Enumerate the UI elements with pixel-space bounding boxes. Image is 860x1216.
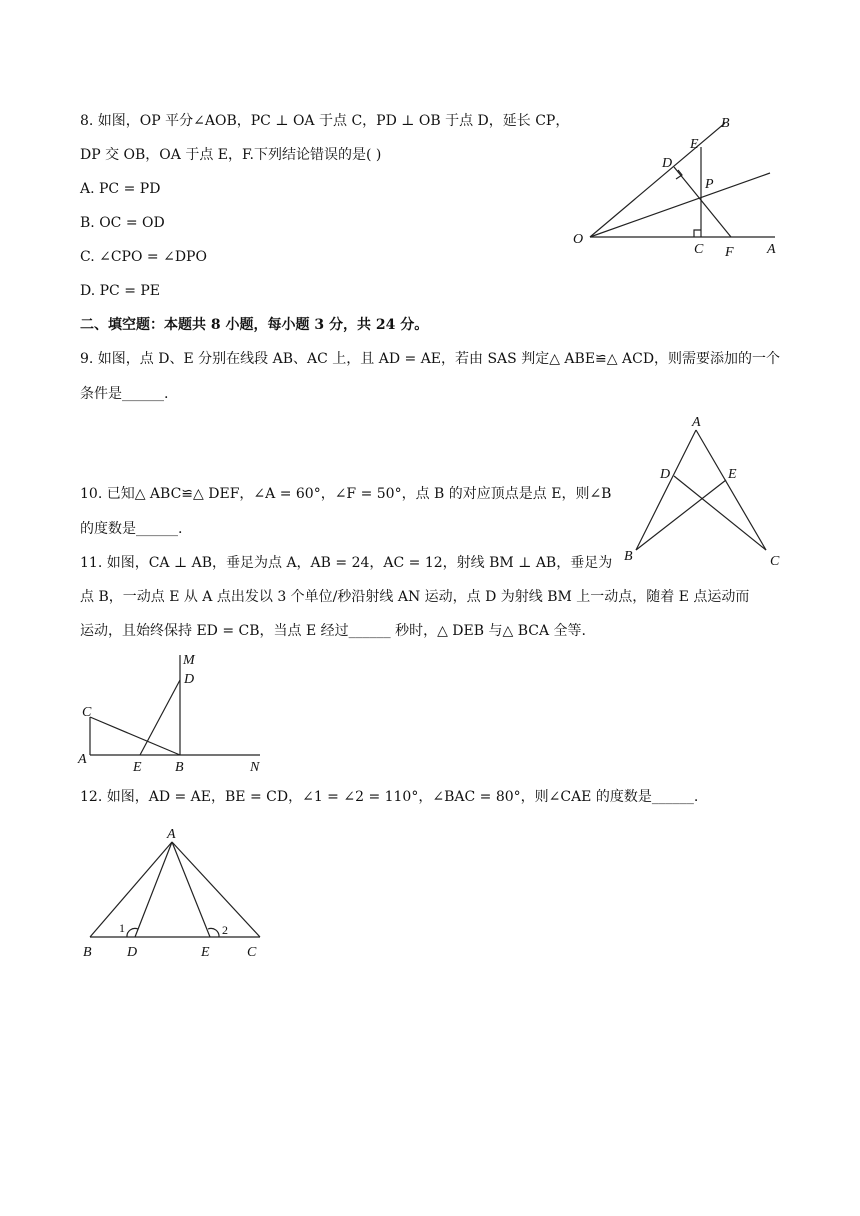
q9-label-d: D [660,467,671,482]
q12-label-e: E [201,945,210,960]
q12-label-b: B [83,945,92,960]
q11-label-m: M [183,653,195,668]
q11-label-d: D [184,672,195,687]
q11-label-a: A [78,752,87,767]
q12-label-a: A [167,827,176,842]
q12-angle-2-label: 2 [222,923,228,937]
q9-label-e: E [728,467,737,482]
q8-option-c: C. ∠CPO = ∠DPO [80,249,207,265]
q9-label-a: A [692,415,701,430]
q12-label-d: D [127,945,138,960]
q12-label-c: C [247,945,257,960]
q9-line2: 条件是______. [80,386,169,402]
q11-line2: 点 B，一动点 E 从 A 点出发以 3 个单位/秒沿射线 AN 运动，点 D 为射线 BM 上一动点，随着 E 点运动而 [80,589,750,605]
q11-line1: 11. 如图，CA ⊥ AB，垂足为点 A，AB = 24，AC = 12，射线 BM ⊥ AB，垂足为 [80,555,613,571]
q12-figure [75,822,275,962]
q11-figure [75,650,275,775]
q10-line2: 的度数是______. [80,521,183,537]
q8-figure [565,105,805,265]
q8-label-b: B [721,116,730,131]
section-heading: 二、填空题：本题共 8 小题，每小题 3 分，共 24 分。 [80,317,429,333]
q9-label-c: C [770,554,780,569]
q9-line1: 9. 如图，点 D、E 分别在线段 AB、AC 上，且 AD = AE，若由 SAS 判定△ ABE≌△ ACD，则需要添加的一个 [80,351,781,367]
q8-label-a: A [767,242,776,257]
q11-label-n: N [250,760,260,775]
q12-line1: 12. 如图，AD = AE，BE = CD，∠1 = ∠2 = 110°，∠BAC = 80°，则∠CAE 的度数是______. [80,789,699,805]
q8-option-b: B. OC = OD [80,215,165,231]
q8-label-f: F [725,245,734,260]
q8-label-p: P [705,177,714,192]
q8-line1: 8. 如图，OP 平分∠AOB，PC ⊥ OA 于点 C，PD ⊥ OB 于点 D，延长 CP， [80,113,570,129]
q8-label-o: O [573,232,584,247]
q8-label-d: D [662,156,673,171]
q11-label-c: C [82,705,92,720]
q8-option-d: D. PC = PE [80,283,161,299]
q11-line3: 运动，且始终保持 ED = CB，当点 E 经过______ 秒时，△ DEB 与△ BCA 全等. [80,623,586,639]
q11-label-e: E [133,760,142,775]
q8-label-c: C [694,242,704,257]
q11-label-b: B [175,760,184,775]
q9-figure [620,410,790,570]
q8-option-a: A. PC = PD [80,181,161,197]
q8-label-e: E [690,137,699,152]
q9-label-b: B [624,549,633,564]
q10-line1: 10. 已知△ ABC≌△ DEF，∠A = 60°，∠F = 50°，点 B 的对应顶点是点 E，则∠B [80,486,612,502]
q8-line2: DP 交 OB，OA 于点 E，F.下列结论错误的是( ) [80,147,382,163]
q12-angle-1-label: 1 [119,921,125,935]
